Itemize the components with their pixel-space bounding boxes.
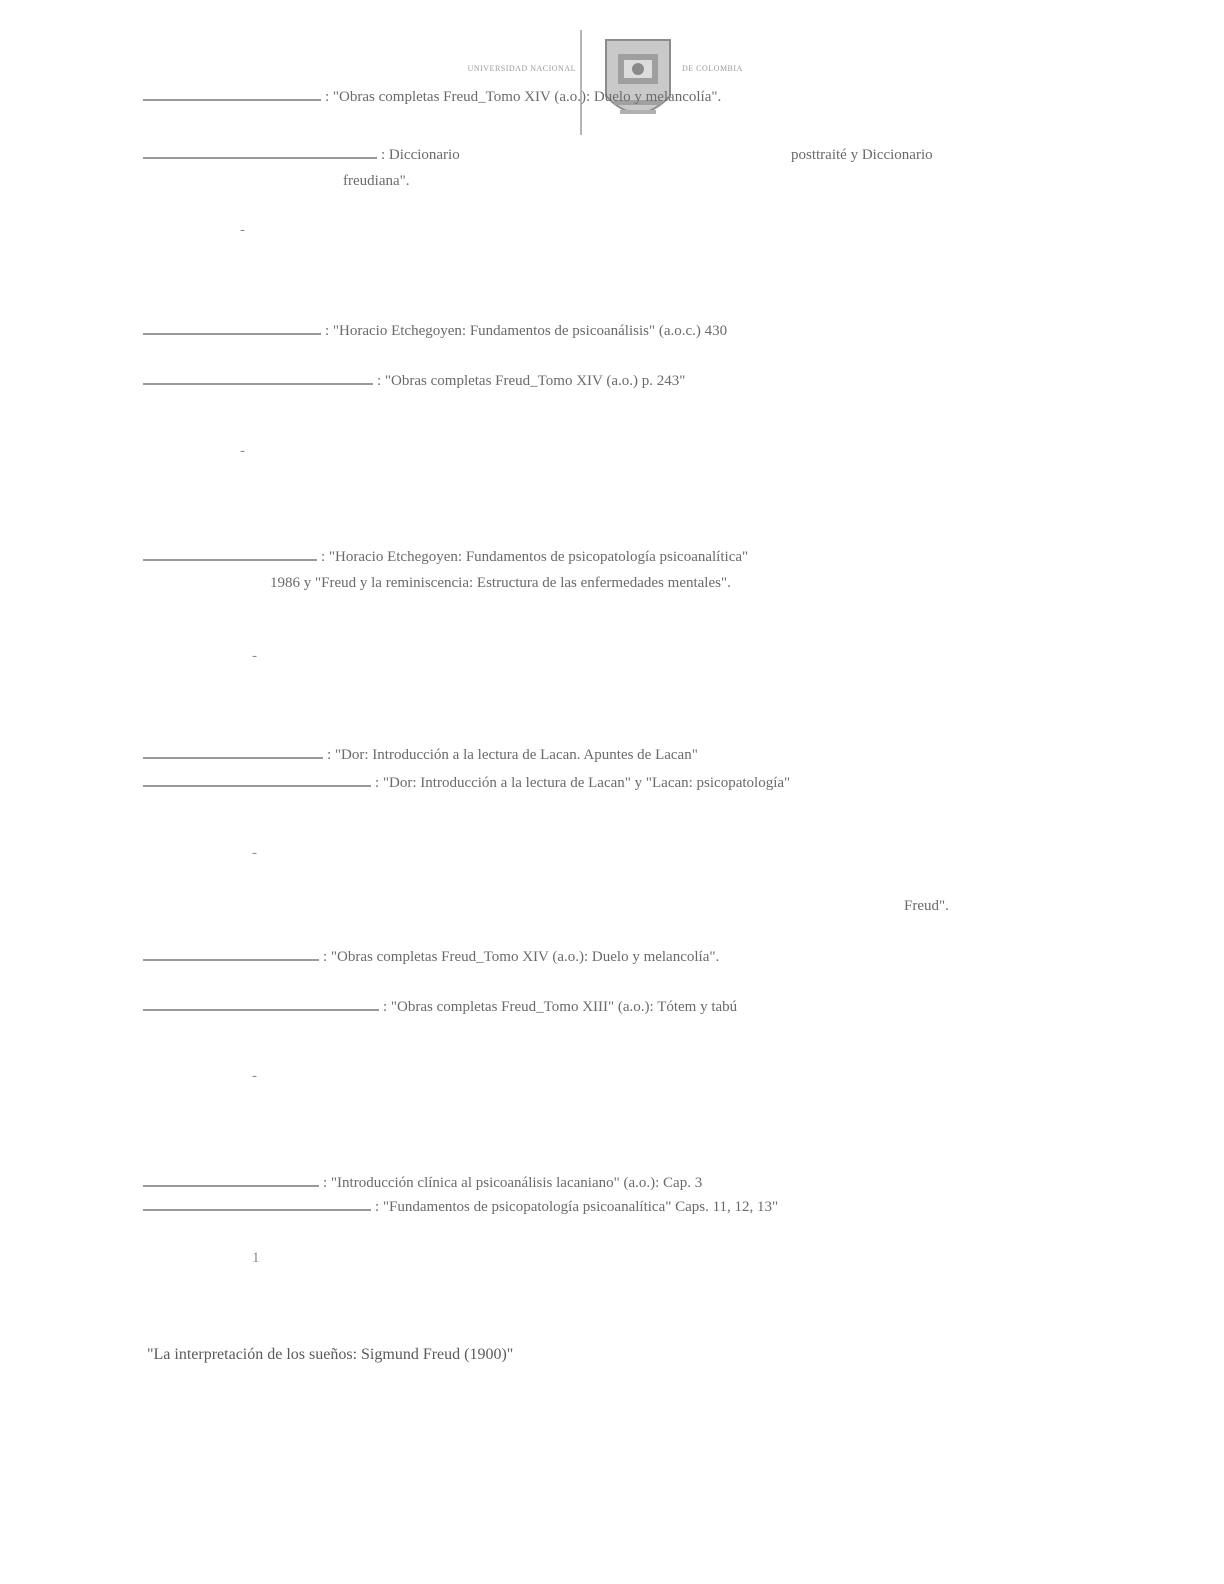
right-note: Freud".: [904, 898, 949, 914]
citation-text: : "Obras completas Freud_Tomo XIII" (a.o.): Tótem y tabú: [383, 999, 738, 1015]
citation-row: [143, 1172, 1073, 1194]
blank-line: [143, 756, 323, 759]
citation-row: [143, 546, 1073, 568]
letterhead-right-text: [682, 64, 832, 73]
blank-line: [143, 382, 373, 385]
university-seal-icon: [600, 34, 676, 130]
citation-text: : "Obras completas Freud_Tomo XIV (a.o.): Duelo y melancolía".: [325, 89, 722, 105]
citation-text: : "Fundamentos de psicopatología psicoanalítica" Caps. 11, 12, 13": [375, 1199, 779, 1215]
list-bullet: -: [252, 1068, 257, 1084]
list-bullet: 1: [252, 1250, 260, 1266]
citation-text: : "Obras completas Freud_Tomo XIV (a.o.) p. 243": [377, 373, 686, 389]
blank-line: [143, 1208, 371, 1211]
citation-row: [143, 144, 1073, 166]
citation-row: [143, 744, 1073, 766]
list-bullet: -: [240, 222, 245, 238]
citation-text: : "Dor: Introducción a la lectura de Lacan" y "Lacan: psicopatología": [375, 775, 791, 791]
blank-line: [143, 558, 317, 561]
citation-row: [143, 370, 1073, 392]
blank-line: [143, 1184, 319, 1187]
blank-line: [143, 1008, 379, 1011]
citation-text-right: posttraité y Diccionario: [791, 147, 933, 163]
citation-row: [143, 772, 1073, 794]
citation-text: : "Dor: Introducción a la lectura de Lacan. Apuntes de Lacan": [327, 747, 698, 763]
list-bullet: -: [252, 845, 257, 861]
citation-text: : "Introducción clínica al psicoanálisis lacaniano" (a.o.): Cap. 3: [323, 1175, 703, 1191]
blank-line: [143, 958, 319, 961]
citation-text: : "Horacio Etchegoyen: Fundamentos de psicoanálisis" (a.o.c.) 430: [325, 323, 728, 339]
letterhead-right-line: DE COLOMBIA: [682, 64, 743, 73]
citation-continuation: freudiana".: [343, 173, 410, 189]
letterhead-left-line: UNIVERSIDAD NACIONAL: [467, 64, 576, 73]
citation-continuation: 1986 y "Freud y la reminiscencia: Estructura de las enfermedades mentales".: [270, 575, 731, 591]
citation-row: [143, 86, 1073, 108]
letterhead-left-text: [426, 64, 576, 73]
citation-row: [143, 320, 1073, 342]
blank-line: [143, 98, 321, 101]
blank-line: [143, 332, 321, 335]
citation-text: : "Horacio Etchegoyen: Fundamentos de psicopatología psicoanalítica": [321, 549, 749, 565]
citation-row: [143, 1196, 1073, 1218]
letterhead: [420, 30, 820, 135]
footer-reference: "La interpretación de los sueños: Sigmund Freud (1900)": [147, 1346, 514, 1363]
citation-row: [143, 946, 1073, 968]
list-bullet: -: [252, 648, 257, 664]
citation-row: [143, 996, 1073, 1018]
blank-line: [143, 156, 377, 159]
citation-text: : Diccionario: [381, 147, 460, 163]
letterhead-divider: [580, 30, 582, 135]
list-bullet: -: [240, 443, 245, 459]
citation-text: : "Obras completas Freud_Tomo XIV (a.o.): Duelo y melancolía".: [323, 949, 720, 965]
blank-line: [143, 784, 371, 787]
